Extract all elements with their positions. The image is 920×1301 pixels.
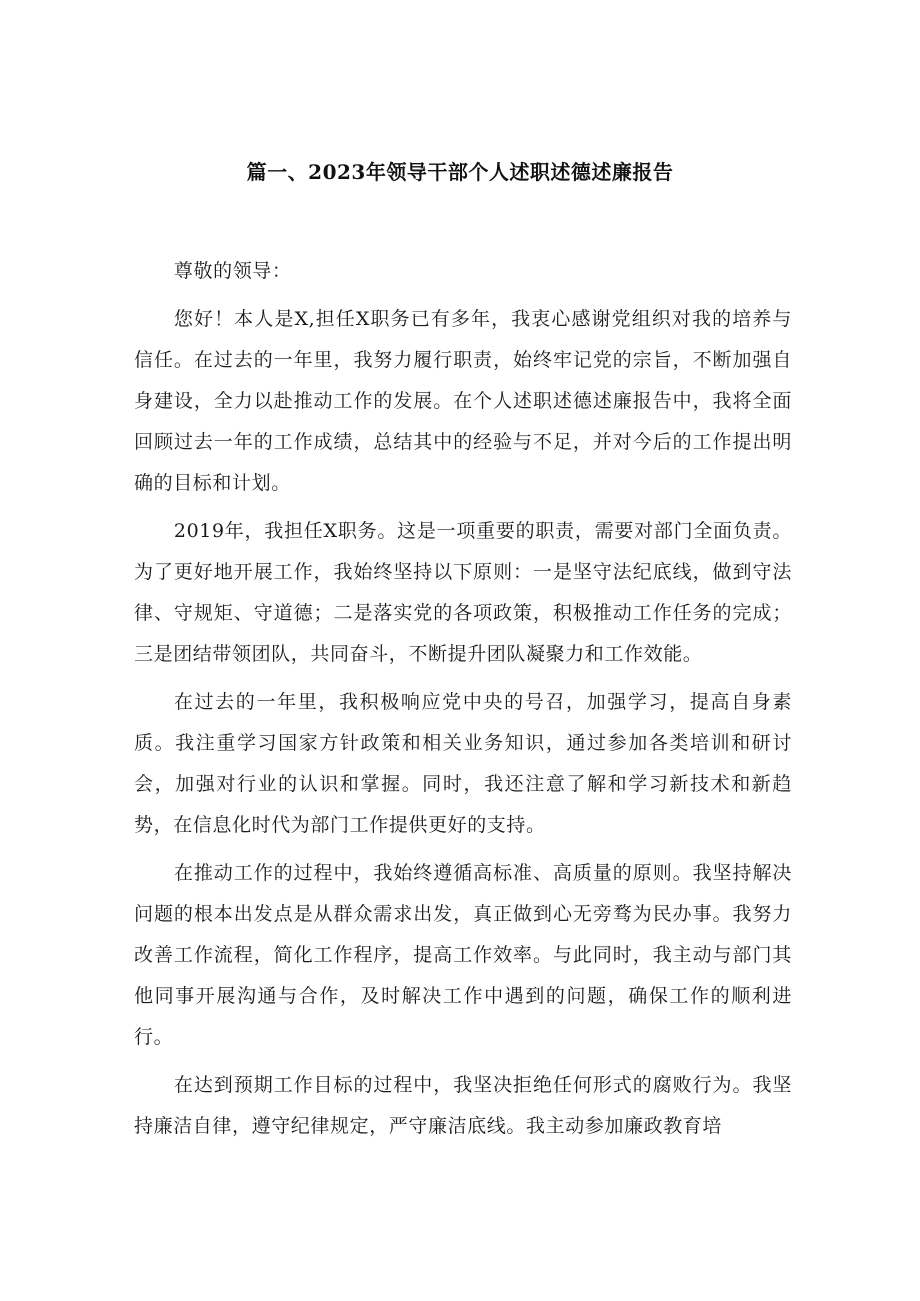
document-body [134, 251, 792, 1154]
body-paragraph: 您好！本人是X,担任X职务已有多年，我衷心感谢党组织对我的培养与信任。在过去的一年里，我努力履行职责，始终牢记党的宗旨，不断加强自身建设，全力以赴推动工作的发展。在个人述职述德述廉报告中，我将全面回顾过去一年的工作成绩，总结其中的经验与不足，并对今后的工作提出明确的目标和计划。 [134, 308, 792, 494]
body-paragraph: 在过去的一年里，我积极响应党中央的号召，加强学习，提高自身素质。我注重学习国家方针政策和相关业务知识，通过参加各类培训和研讨会，加强对行业的认识和掌握。同时，我还注意了解和学习新技术和新趋势，在信息化时代为部门工作提供更好的支持。 [134, 691, 792, 836]
body-paragraph: 2019年，我担任X职务。这是一项重要的职责，需要对部门全面负责。为了更好地开展工作，我始终坚持以下原则：一是坚守法纪底线，做到守法律、守规矩、守道德；二是落实党的各项政策，积极推动工作任务的完成；三是团结带领团队，共同奋斗，不断提升团队凝聚力和工作效能。 [134, 520, 792, 665]
body-paragraph: 在推动工作的过程中，我始终遵循高标准、高质量的原则。我坚持解决问题的根本出发点是从群众需求出发，真正做到心无旁骛为民办事。我努力改善工作流程，简化工作程序，提高工作效率。与此同时，我主动与部门其他同事开展沟通与合作，及时解决工作中遇到的问题，确保工作的顺利进行。 [134, 862, 792, 1048]
body-paragraph: 在达到预期工作目标的过程中，我坚决拒绝任何形式的腐败行为。我坚持廉洁自律，遵守纪律规定，严守廉洁底线。我主动参加廉政教育培 [134, 1074, 792, 1137]
document-title: 篇一、2023年领导干部个人述职述德述廉报告 [246, 160, 674, 184]
salutation-paragraph: 尊敬的领导： [173, 260, 292, 282]
